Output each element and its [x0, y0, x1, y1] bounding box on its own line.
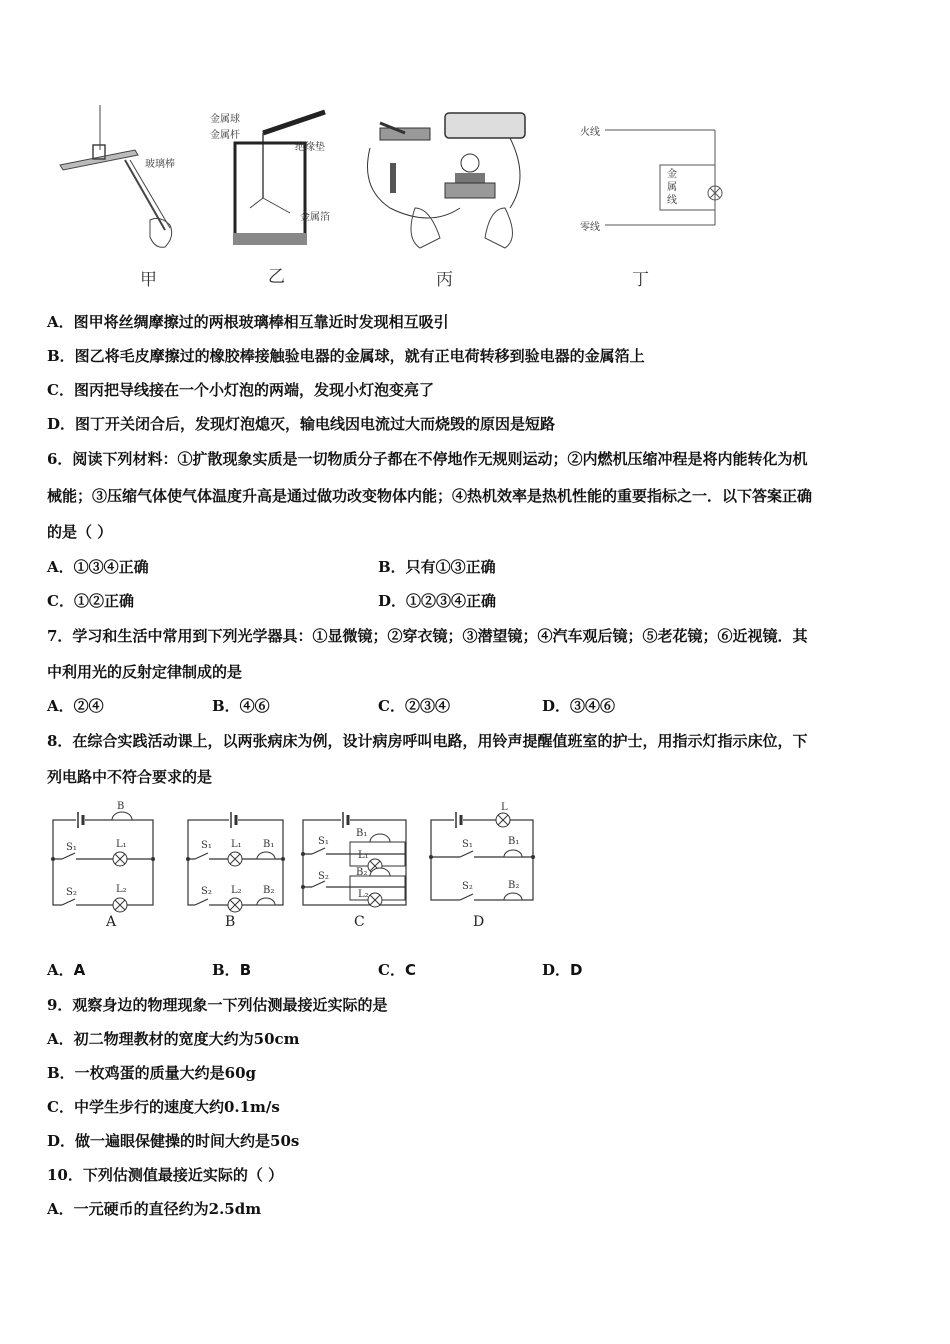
circuit-c-s1: S₁	[318, 836, 329, 847]
circuit-b-b2: B₂	[263, 885, 275, 896]
q9-option-b: B．一枚鸡蛋的质量大约是60g	[47, 1064, 257, 1082]
figure-bing	[360, 108, 540, 258]
circuit-b-l2: L₂	[231, 885, 242, 896]
q8-option-c	[378, 960, 416, 980]
q6-stem-line2: 械能；③压缩气体使气体温度升高是通过做功改变物体内能；④热机效率是热机性能的重要指标之一．以下答案正确	[47, 487, 813, 505]
circuit-b-l1: L₁	[231, 839, 242, 850]
circuit-a-s2: S₂	[66, 887, 77, 898]
q9-stem: 9．观察身边的物理现象一下列估测最接近实际的是	[47, 996, 388, 1014]
q6-option-a: A．①③④正确	[47, 558, 149, 576]
circuit-c-caption: C	[354, 914, 365, 930]
circuit-c	[300, 802, 410, 932]
circuit-a-bell-label: B	[117, 801, 125, 812]
circuit-d-caption: D	[473, 914, 485, 930]
q8-option-d-prefix: D．	[542, 961, 571, 979]
circuit-a-l1: L₁	[116, 839, 127, 850]
metal-ball-label: 金属球	[210, 114, 240, 125]
q5-option-c: C．图丙把导线接在一个小灯泡的两端，发现小灯泡变亮了	[47, 381, 434, 399]
live-wire-label: 火线	[580, 127, 600, 138]
circuit-c-s2: S₂	[318, 871, 329, 882]
q8-option-c-value: C	[404, 961, 416, 979]
q8-option-b-value: B	[239, 961, 252, 979]
circuit-c-l1: L₁	[358, 850, 369, 861]
neutral-wire-label: 零线	[580, 222, 600, 233]
circuit-a	[50, 802, 160, 932]
q7-option-a: A．②④	[47, 697, 104, 715]
circuit-a-l2: L₂	[116, 884, 127, 895]
circuit-d-b2: B₂	[508, 880, 520, 891]
q6-option-b: B．只有①③正确	[378, 558, 496, 576]
q7-stem-line2: 中利用光的反射定律制成的是	[47, 663, 243, 681]
q10-option-a: A．一元硬币的直径约为2.5dm	[47, 1200, 262, 1218]
q9-option-c: C．中学生步行的速度大约0.1m/s	[47, 1098, 280, 1116]
circuit-d-b1: B₁	[508, 836, 520, 847]
q7-stem-line1: 7．学习和生活中常用到下列光学器具：①显微镜；②穿衣镜；③潜望镜；④汽车观后镜；⑤老花镜；⑥近视镜．其	[47, 627, 808, 645]
circuit-d	[428, 802, 538, 932]
q7-option-d: D．③④⑥	[542, 697, 616, 715]
q8-option-a	[47, 960, 85, 980]
q9-option-a: A．初二物理教材的宽度大约为50cm	[47, 1030, 300, 1048]
circuit-d-s1: S₁	[462, 839, 473, 850]
metal-wire-char-1: 金	[667, 169, 677, 180]
figure-jia-caption: 甲	[140, 270, 157, 290]
circuit-c-b1: B₁	[356, 828, 368, 839]
q6-option-d: D．①②③④正确	[378, 592, 497, 610]
q8-option-b-prefix: B．	[212, 961, 240, 979]
metal-wire-char-2: 属	[667, 182, 677, 193]
circuit-b	[185, 802, 290, 932]
q10-stem: 10．下列估测值最接近实际的（ ）	[47, 1166, 284, 1184]
glass-rod-label: 玻璃棒	[145, 159, 175, 170]
circuit-d-s2: S₂	[462, 881, 473, 892]
circuit-a-caption: A	[106, 914, 117, 930]
q6-stem-line3: 的是（ ）	[47, 523, 113, 541]
figure-bing-caption: 丙	[436, 270, 453, 290]
q8-option-d-value: D	[570, 961, 583, 979]
metal-rod-label: 金属杆	[210, 130, 240, 141]
circuit-b-s1: S₁	[201, 840, 212, 851]
q8-stem-line1: 8．在综合实践活动课上，以两张病床为例，设计病房呼叫电路，用铃声提醒值班室的护士，用指示灯指示床位，下	[47, 732, 808, 750]
q6-option-c: C．①②正确	[47, 592, 134, 610]
q8-option-b	[212, 960, 251, 980]
q7-option-c: C．②③④	[378, 697, 450, 715]
figure-ding-caption: 丁	[632, 270, 649, 290]
circuit-b-caption: B	[225, 914, 236, 930]
metal-foil-label: 金属箔	[300, 212, 330, 223]
q8-option-c-prefix: C．	[378, 961, 405, 979]
circuit-a-s1: S₁	[66, 842, 77, 853]
q8-option-a-prefix: A．	[47, 961, 74, 979]
figure-yi-caption: 乙	[268, 267, 285, 287]
q8-option-d	[542, 960, 582, 980]
circuit-b-s2: S₂	[201, 886, 212, 897]
q9-option-d: D．做一遍眼保健操的时间大约是50s	[47, 1132, 300, 1150]
q5-option-d: D．图丁开关闭合后，发现灯泡熄灭，输电线因电流过大而烧毁的原因是短路	[47, 415, 556, 433]
circuit-c-b2: B₂	[356, 867, 368, 878]
circuit-d-l: L	[501, 802, 508, 813]
q5-option-a: A．图甲将丝绸摩擦过的两根玻璃棒相互靠近时发现相互吸引	[47, 313, 449, 331]
q8-stem-line2: 列电路中不符合要求的是	[47, 768, 213, 786]
figure-jia	[55, 105, 185, 265]
q7-option-b: B．④⑥	[212, 697, 270, 715]
circuit-b-b1: B₁	[263, 839, 275, 850]
circuit-c-l2: L₂	[358, 889, 369, 900]
figure-ding	[575, 115, 735, 245]
figure-yi	[205, 108, 345, 258]
q8-option-a-value: A	[73, 961, 86, 979]
metal-wire-char-3: 线	[667, 195, 677, 206]
q5-option-b: B．图乙将毛皮摩擦过的橡胶棒接触验电器的金属球，就有正电荷转移到验电器的金属箔上	[47, 347, 645, 365]
insulator-label: 绝缘垫	[295, 142, 325, 153]
q6-stem-line1: 6．阅读下列材料：①扩散现象实质是一切物质分子都在不停地作无规则运动；②内燃机压缩冲程是将内能转化为机	[47, 450, 808, 468]
